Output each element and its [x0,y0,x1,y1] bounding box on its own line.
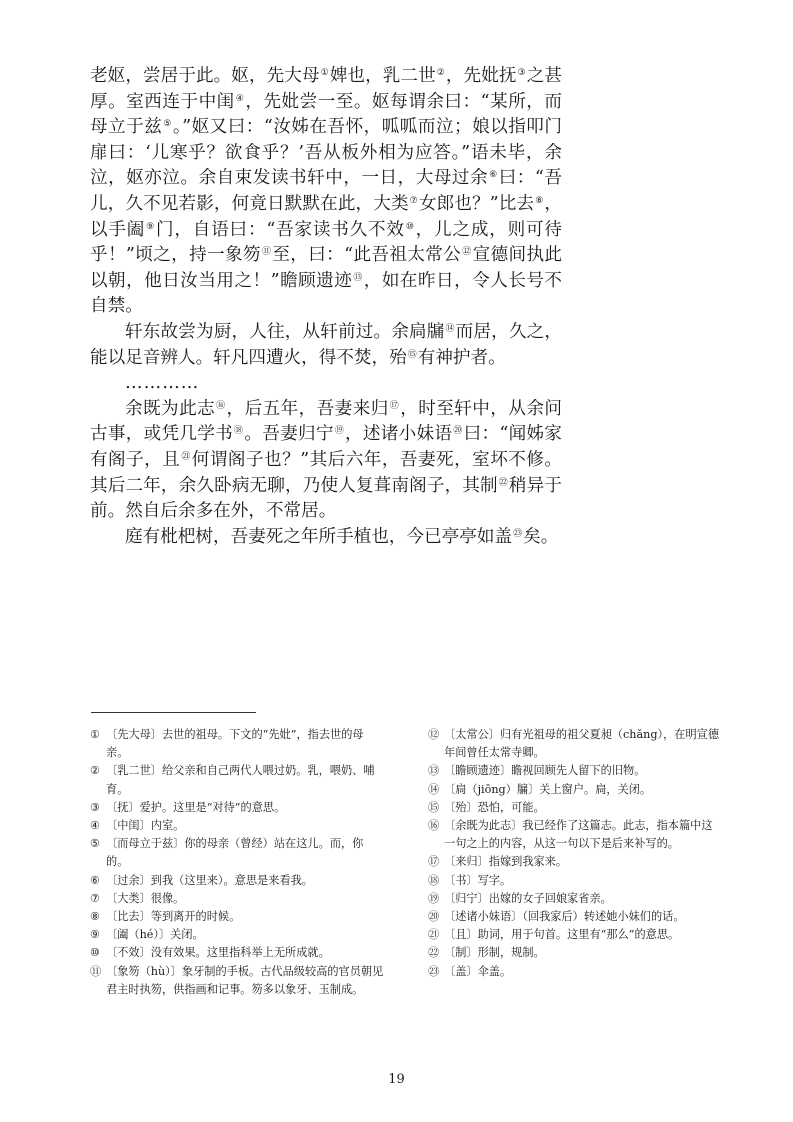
footnote-text: 〔大类〕很像。 [106,891,185,905]
paragraph [90,397,562,525]
footnote-marker: ⑥ [489,170,498,181]
footnote [428,963,723,981]
footnote-text: 〔不效〕没有效果。这里指科举上无所成就。 [106,946,330,960]
footnote [428,817,723,853]
footnote-text: 〔而母立于兹〕你的母亲（曾经）站在这儿。而，你的。 [106,837,364,869]
footnote-number: ㉑ [428,928,440,942]
text-segment: ，以手阖 [90,193,562,240]
page-number: 19 [388,1072,405,1087]
footnote [428,781,723,799]
footnote-divider [91,712,256,713]
text-segment: ，先妣抚 [445,66,517,86]
footnote-text: 〔扃（jiōng）牖〕关上窗户。扃，关闭。 [444,782,652,796]
text-segment: ，儿之成，则可待乎！”顷之，持一象笏 [90,219,562,266]
footnote [428,799,723,817]
text-segment: ，时至轩中，从余问古事，或凭几学书 [90,398,562,445]
text-segment: 有神护者。 [417,347,506,368]
footnote-marker: ⑩ [405,221,415,232]
footnote-text: 〔归宁〕出嫁的女子回娘家省亲。 [444,891,612,905]
text-segment: 余既为此志 [125,398,216,419]
footnote-number: ⑮ [428,800,440,814]
footnote-number: ⑱ [428,873,440,887]
footnote-text: 〔来归〕指嫁到我家来。 [444,855,568,869]
footnote [428,908,723,926]
footnote-marker: ④ [235,93,245,104]
footnote-number: ⑲ [428,891,440,905]
footnote-marker: ③ [517,68,526,78]
footnote-marker: ⑰ [389,400,400,411]
footnote [90,944,385,962]
footnote-marker: ⑨ [146,221,156,232]
text-segment: 而居，久之，能以足音辨人。轩凡四遭火，得不焚，殆 [90,321,562,368]
footnote [90,908,385,926]
footnote-marker: ⑭ [445,323,455,334]
footnote-number: ⑭ [428,782,440,796]
footnote-marker: ② [436,68,445,78]
paragraph [90,64,562,320]
footnotes-left-column [90,726,385,999]
text-segment: 之甚厚。室西连于中闺 [90,66,562,112]
text-segment: 庭有枇杷树，吾妻死之年所手植也，今已亭亭如盖 [125,526,513,547]
footnote-text: 〔过余〕到我（这里来）。意思是来看我。 [106,873,313,887]
footnote [90,762,385,798]
footnote-number: ㉒ [428,946,440,960]
footnote [428,853,723,871]
footnote-number: ⑧ [90,910,101,924]
footnote-text: 〔抚〕爱护。这里是“对待”的意思。 [106,800,286,814]
footnote-number: ⑤ [90,837,101,851]
footnote-text: 〔书〕写字。 [444,873,512,887]
text-segment: 。吾妻归宁 [244,424,334,445]
footnote [90,872,385,890]
footnote-number: ④ [90,819,101,833]
footnote-number: ⑪ [90,964,102,978]
footnote-number: ⑨ [90,928,101,942]
text-segment: ………… [125,373,200,394]
footnote-marker: ⑤ [163,119,172,130]
footnote-number: ② [90,764,101,778]
footnote [90,817,385,835]
footnote-marker: ⑫ [462,247,472,258]
footnote-number: ③ [90,800,101,814]
footnote [90,926,385,944]
footnote-number: ① [90,728,101,741]
footnote-number: ⑩ [90,946,101,960]
footnote-text: 〔且〕助词，用于句首。这里有“那么”的意思。 [444,928,680,942]
text-segment: ，后五年，吾妻来归 [226,398,389,419]
footnote-marker: ⑲ [334,426,345,437]
footnote [90,799,385,817]
text-segment: 婢也，乳二世 [329,66,436,86]
footnote [428,762,723,780]
footnote [90,963,385,999]
text-segment: 曰：“吾儿，久不见若影，何竟日默默在此，大类 [90,168,562,214]
footnote-marker: ⑯ [216,400,226,411]
footnote-number: ⑯ [428,819,440,833]
footnote-marker: ㉒ [498,477,508,488]
footnote-number: ㉓ [428,964,440,978]
footnote-marker: ① [320,68,329,78]
footnote-number: ⑫ [428,728,440,741]
footnote [90,835,385,871]
footnote-marker: ⑳ [453,426,463,437]
footnote-marker: ⑱ [234,426,244,437]
footnote-text: 〔象笏（hù）〕象牙制的手板。古代品级较高的官员朝见君主时执笏，供指画和记事。笏多以象牙、玉制成。 [106,964,384,996]
footnote [428,890,723,908]
text-segment: 何谓阁子也？”其后六年，吾妻死，室坏不修。其后二年，余久卧病无聊，乃使人复葺南阁子，其制 [90,449,562,496]
footnote [428,944,723,962]
footnotes-right-column [428,726,723,981]
footnote [428,726,723,762]
footnote [428,926,723,944]
footnote-number: ⑳ [428,910,440,924]
footnote-number: ⑬ [428,764,440,778]
text-segment: 宣德间执此以朝，他日汝当用之！”瞻顾遗迹 [90,245,562,291]
footnote [90,726,385,762]
footnote-marker: ㉑ [181,451,191,462]
footnote-text: 〔乳二世〕给父亲和自己两代人喂过奶。乳，喂奶、哺育。 [106,764,375,796]
main-text [90,64,562,550]
footnote [90,890,385,908]
text-segment: 。”妪又曰：“汝姊在吾怀，呱呱而泣；娘以指叩门扉曰：‘儿寒乎？欲食乎？’吾从板外相为应答。”语未毕，余泣，妪亦泣。余自束发读书轩中，一日，大母过余 [90,117,562,189]
footnote-text: 〔殆〕恐怕，可能。 [444,800,545,814]
footnote-text: 〔盖〕伞盖。 [444,964,512,978]
footnote-text: 〔制〕形制，规制。 [444,946,545,960]
text-segment: ，述诸小妹语 [345,424,453,445]
text-segment: 老妪，尝居于此。妪，先大母 [90,66,320,86]
footnote-text: 〔中闺〕内室。 [106,819,185,833]
footnote-text: 〔太常公〕归有光祖母的祖父夏昶（chǎng），在明宣德年间曾任太常寺卿。 [444,728,720,760]
footnote-number: ⑥ [90,873,101,887]
paragraph [90,525,562,551]
footnote [428,872,723,890]
text-segment: 矣。 [523,526,559,547]
footnote-text: 〔先大母〕去世的祖母。下文的“先妣”，指去世的母亲。 [106,728,364,760]
footnote-number: ⑦ [90,891,101,905]
text-segment: 至，曰：“此吾祖太常公 [272,245,462,266]
footnote-number: ⑰ [428,855,440,869]
footnote-marker: ㉓ [513,528,523,539]
text-segment: 女郎也？”比去 [418,193,535,214]
text-segment: 稍异于前。然自后余多在外，不常居。 [90,475,562,522]
text-segment: 轩东故尝为厨，人往，从轩前过。余扃牖 [125,321,445,342]
ellipsis-line [90,371,562,397]
footnote-text: 〔述诸小妹语〕（回我家后）转述她小妹们的话。 [444,910,685,924]
footnote-marker: ⑧ [535,195,544,206]
footnote-text: 〔比去〕等到离开的时候。 [106,910,241,924]
footnote-text: 〔余既为此志〕我已经作了这篇志。此志，指本篇中这一句之上的内容，从这一句以下是后来补写的。 [444,819,713,851]
footnote-text: 〔阖（hé）〕关闭。 [106,928,204,942]
footnote-marker: ⑬ [353,272,363,283]
footnote-marker: ⑪ [261,247,272,258]
text-segment: 门，自语曰：“吾家读书久不效 [156,219,405,240]
text-segment: ，先妣尝一至。妪每谓余曰：“某所，而母立于兹 [90,91,562,138]
paragraph [90,320,562,371]
footnote-marker: ⑮ [407,349,417,360]
footnote-marker: ⑦ [409,195,418,206]
footnote-text: 〔瞻顾遗迹〕瞻视回顾先人留下的旧物。 [444,764,646,778]
text-segment: ，如在昨日，令人长号不自禁。 [90,270,562,317]
text-segment: 曰：“闻姊家有阁子，且 [90,424,562,470]
